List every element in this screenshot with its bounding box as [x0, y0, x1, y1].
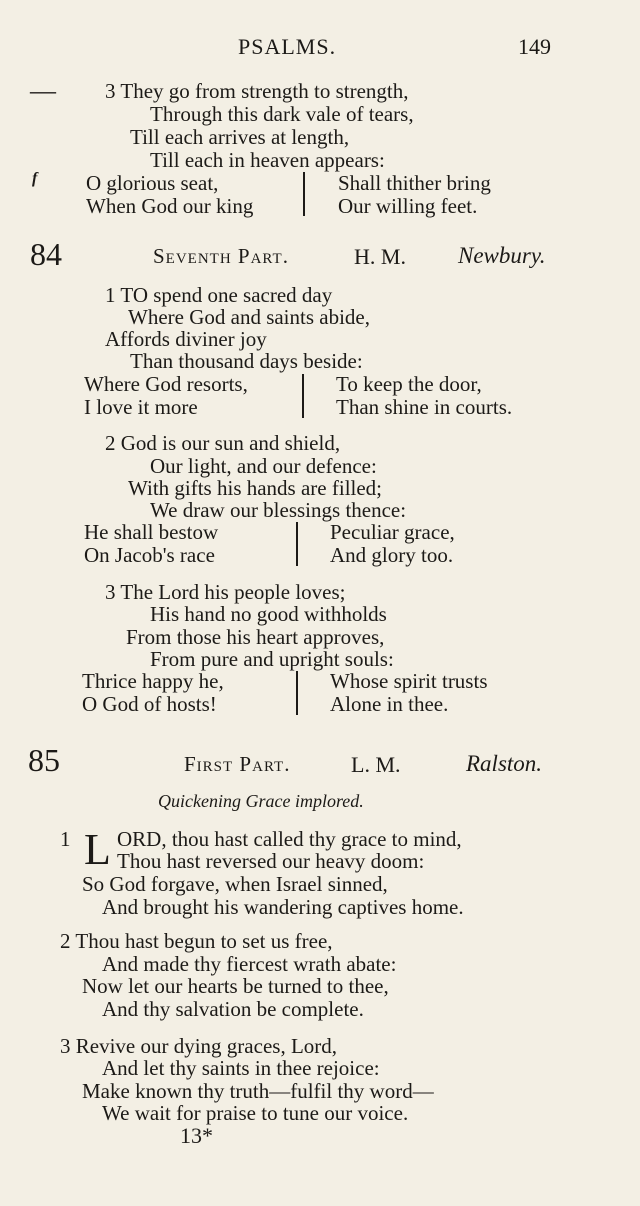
split-line-right: Shall thither bring	[338, 171, 491, 195]
drop-capital: L	[84, 825, 111, 874]
meter-heading: H. M.	[354, 244, 406, 269]
tune-name: Ralston.	[466, 751, 543, 776]
verse-line: Now let our hearts be turned to thee,	[82, 974, 389, 998]
verse-line: And thy salvation be complete.	[102, 997, 364, 1021]
split-divider	[296, 522, 298, 566]
split-divider	[302, 374, 304, 418]
split-line-left: On Jacob's race	[84, 543, 215, 567]
verse-line: Thou hast reversed our heavy doom:	[117, 849, 425, 873]
running-title: PSALMS.	[238, 34, 337, 59]
split-line-right: Peculiar grace,	[330, 520, 455, 544]
verse-line: 2 God is our sun and shield,	[105, 431, 341, 455]
verse-line: Than thousand days beside:	[130, 349, 363, 373]
psalm-number: 84	[30, 236, 62, 272]
verse-line: Through this dark vale of tears,	[150, 102, 414, 126]
verse-line: And made thy fiercest wrath abate:	[102, 952, 397, 976]
verse-number: 1	[60, 827, 71, 851]
psalm-number: 85	[28, 742, 60, 778]
page-number: 149	[518, 34, 551, 59]
psalm-subtitle: Quickening Grace implored.	[158, 791, 364, 811]
verse-line: Till each arrives at length,	[130, 125, 350, 149]
verse-line: So God forgave, when Israel sinned,	[82, 872, 388, 896]
verse-line: We draw our blessings thence:	[150, 498, 407, 522]
verse-line: 3 They go from strength to strength,	[105, 79, 409, 103]
verse-line: From those his heart approves,	[126, 625, 385, 649]
verse-line: ORD, thou hast called thy grace to mind,	[117, 827, 462, 851]
verse-line: With gifts his hands are filled;	[128, 476, 383, 500]
meter-heading: L. M.	[351, 752, 401, 777]
verse-line: 2 Thou hast begun to set us free,	[60, 929, 333, 953]
split-line-left: I love it more	[84, 395, 198, 419]
verse-line: Affords diviner joy	[105, 327, 267, 351]
verse-line: Make known thy truth—fulfil thy word—	[82, 1079, 434, 1103]
split-line-left: He shall bestow	[84, 520, 219, 544]
split-line-left: Thrice happy he,	[82, 669, 224, 693]
verse-line: 1 TO spend one sacred day	[105, 283, 333, 307]
split-divider	[303, 172, 305, 216]
verse-line: And let thy saints in thee rejoice:	[102, 1056, 380, 1080]
split-line-left: O God of hosts!	[82, 692, 217, 716]
split-line-right: Whose spirit trusts	[330, 669, 488, 693]
verse-line: His hand no good withholds	[150, 602, 387, 626]
signature-mark: 13*	[180, 1123, 213, 1148]
verse-line: We wait for praise to tune our voice.	[102, 1101, 409, 1125]
verse-line: Where God and saints abide,	[128, 305, 371, 329]
verse-line: From pure and upright souls:	[150, 647, 394, 671]
split-line-left: Where God resorts,	[84, 372, 248, 396]
split-line-right: Alone in thee.	[330, 692, 449, 716]
split-line-right: To keep the door,	[336, 372, 482, 396]
part-heading: First Part.	[184, 752, 291, 776]
split-line-right: And glory too.	[330, 543, 454, 567]
verse-line: And brought his wandering captives home.	[102, 895, 464, 919]
split-line-right: Than shine in courts.	[336, 395, 513, 419]
verse-line: 3 Revive our dying graces, Lord,	[60, 1034, 338, 1058]
verse-line: 3 The Lord his people loves;	[105, 580, 346, 604]
split-line-left: When God our king	[86, 194, 254, 218]
verse-line: Our light, and our defence:	[150, 454, 377, 478]
split-line-right: Our willing feet.	[338, 194, 478, 218]
part-heading: Seventh Part.	[153, 244, 289, 268]
split-divider	[296, 671, 298, 715]
verse-line: Till each in heaven appears:	[150, 148, 385, 172]
split-line-left: O glorious seat,	[86, 171, 219, 195]
tune-name: Newbury.	[458, 243, 546, 268]
dynamic-marking-forte: f	[32, 170, 38, 187]
dynamic-marking-dash: —	[30, 76, 56, 105]
